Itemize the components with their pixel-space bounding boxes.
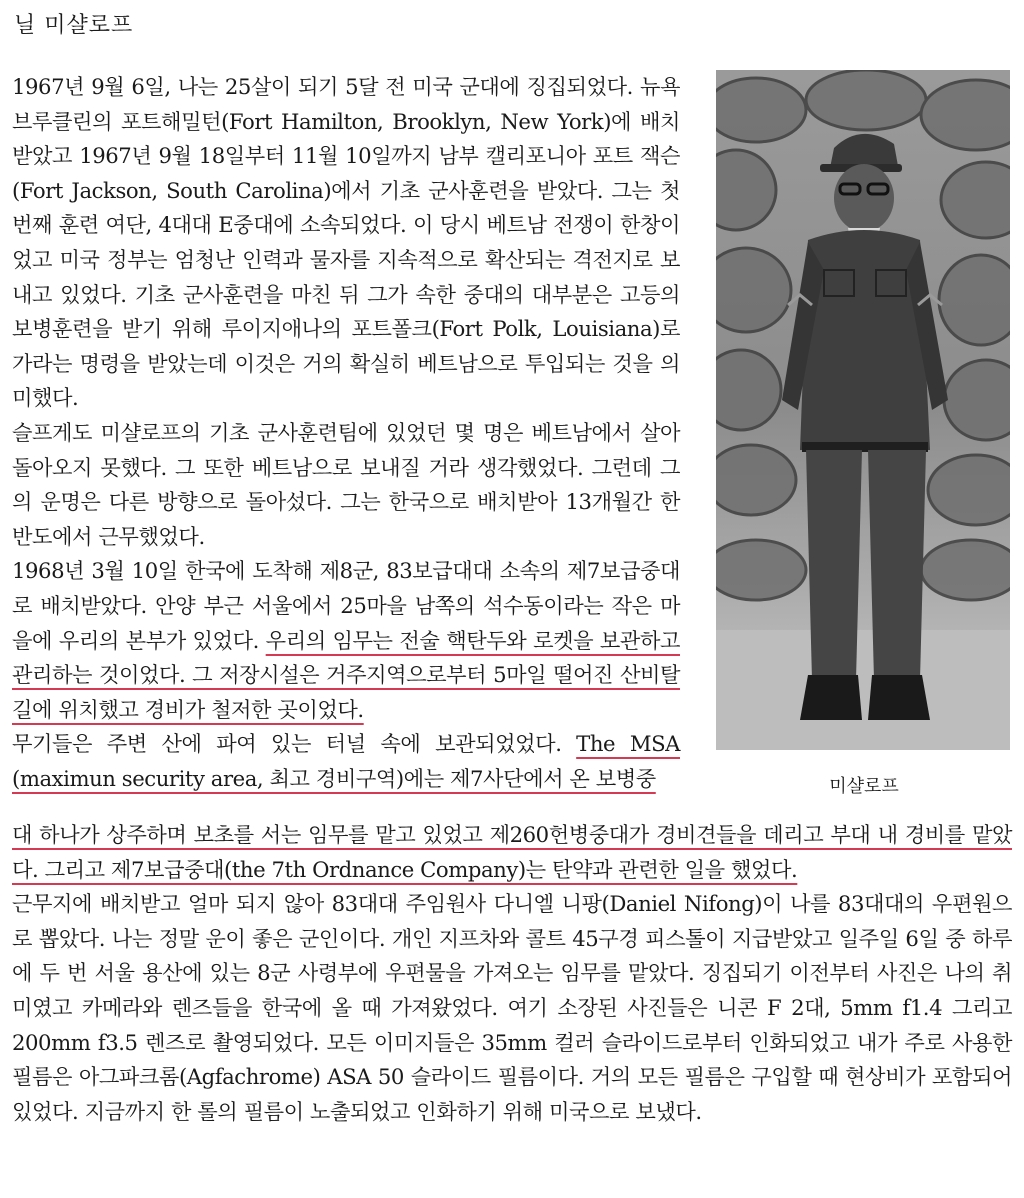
text-segment: 1967년 9월 6일, 나는 25살이 되기 5달 전 미국 군대에 징집되었다. 뉴욕 브루클린의 포트해밀턴(Fort Hamilton, Brooklyn, New York)에 배치받았고 1967년 9월 18일부터 11월 10일까지 남부 캘리포니아 포트 잭슨(Fort Jackson, South Carolina)에서 기초 군사훈련을 받았다. 그는 첫 번째 훈련 여단, 4대대 E중대에 소속되었다. 이 당시 베트남 전쟁이 한창이었고 미국 정부는 엄청난 인력과 물자를 지속적으로 확산되는 격전지로 보내고 있었다. 기초 군사훈련을 마친 뒤 그가 속한 중대의 대부분은 고등의 보병훈련을 받기 위해 루이지애나의 포트폴크(Fort Polk, Louisiana)로 가라는 명령을 받았는데 이것은 거의 확실히 베트남으로 투입되는 것을 의미했다. bbox=[12, 74, 680, 411]
paragraph bbox=[12, 416, 680, 554]
text-segment: 슬프게도 미샬로프의 기초 군사훈련팀에 있었던 몇 명은 베트남에서 살아 돌아오지 못했다. 그 또한 베트남으로 보내질 거라 생각했었다. 그런데 그의 운명은 다른 방향으로 돌아섰다. 그는 한국으로 배치받아 13개월간 한반도에서 근무했었다. bbox=[12, 419, 680, 549]
underlined-text-segment: The MSA (maximun security area, 최고 경비구역)에는 제7사단에서 온 보병중 bbox=[12, 731, 680, 791]
soldier-photo bbox=[716, 70, 1010, 750]
article-text-narrow bbox=[12, 70, 680, 796]
paragraph bbox=[12, 818, 1012, 887]
text-segment: 1968년 3월 10일 한국에 도착해 제8군, 83보급대대 소속의 제7보급중대로 배치받았다. 안양 부근 서울에서 25마을 남쪽의 석수동이라는 작은 마을에 우리의 본부가 있었다. bbox=[12, 558, 680, 653]
text-segment: 근무지에 배치받고 얼마 되지 않아 83대대 주임원사 다니엘 니팡(Daniel Nifong)이 나를 83대대의 우편원으로 뽑았다. 나는 정말 운이 좋은 군인이다. 개인 지프차와 콜트 45구경 피스톨이 지급받았고 일주일 6일 중 하루에 두 번 서울 용산에 있는 8군 사령부에 우편물을 가져오는 임무를 맡았다. 징집되기 이전부터 사진은 나의 취미였고 카메라와 렌즈들을 한국에 올 때 가져왔었다. 여기 소장된 사진들은 니콘 F 2대, 5mm f1.4 그리고 200mm f3.5 렌즈로 촬영되었다. 모든 이미지들은 35mm 컬러 슬라이드로부터 인화되었고 내가 주로 사용한 필름은 아그파크롬(Agfachrome) ASA 50 슬라이드 필름이다. 거의 모든 필름은 구입할 때 현상비가 포함되어 있었다. 지금까지 한 롤의 필름이 노출되었고 인화하기 위해 미국으로 보냈다. bbox=[12, 891, 1012, 1124]
underlined-text-segment: 대 하나가 상주하며 보초를 서는 임무를 맡고 있었고 제260헌병중대가 경비견들을 데리고 부대 내 경비를 맡았다. 그리고 제7보급중대(the 7th Ordnance Company)는 탄약과 관련한 일을 했었다. bbox=[12, 822, 1012, 882]
text-segment: 무기들은 주변 산에 파여 있는 터널 속에 보관되었었다. bbox=[12, 731, 577, 757]
paragraph bbox=[12, 554, 680, 727]
soldier-photo-illustration bbox=[716, 70, 1010, 750]
underlined-text-segment: 우리의 임무는 전술 핵탄두와 로켓을 보관하고 관리하는 것이었다. 그 저장시설은 거주지역으로부터 5마일 떨어진 산비탈 길에 위치했고 경비가 철저한 곳이었다. bbox=[12, 627, 680, 722]
paragraph bbox=[12, 70, 680, 416]
page-header: 닐 미샬로프 bbox=[14, 13, 134, 38]
paragraph bbox=[12, 887, 1012, 1129]
article-text-wide bbox=[12, 818, 1012, 1129]
photo-caption: 미샬로프 bbox=[829, 776, 899, 797]
paragraph bbox=[12, 727, 680, 796]
